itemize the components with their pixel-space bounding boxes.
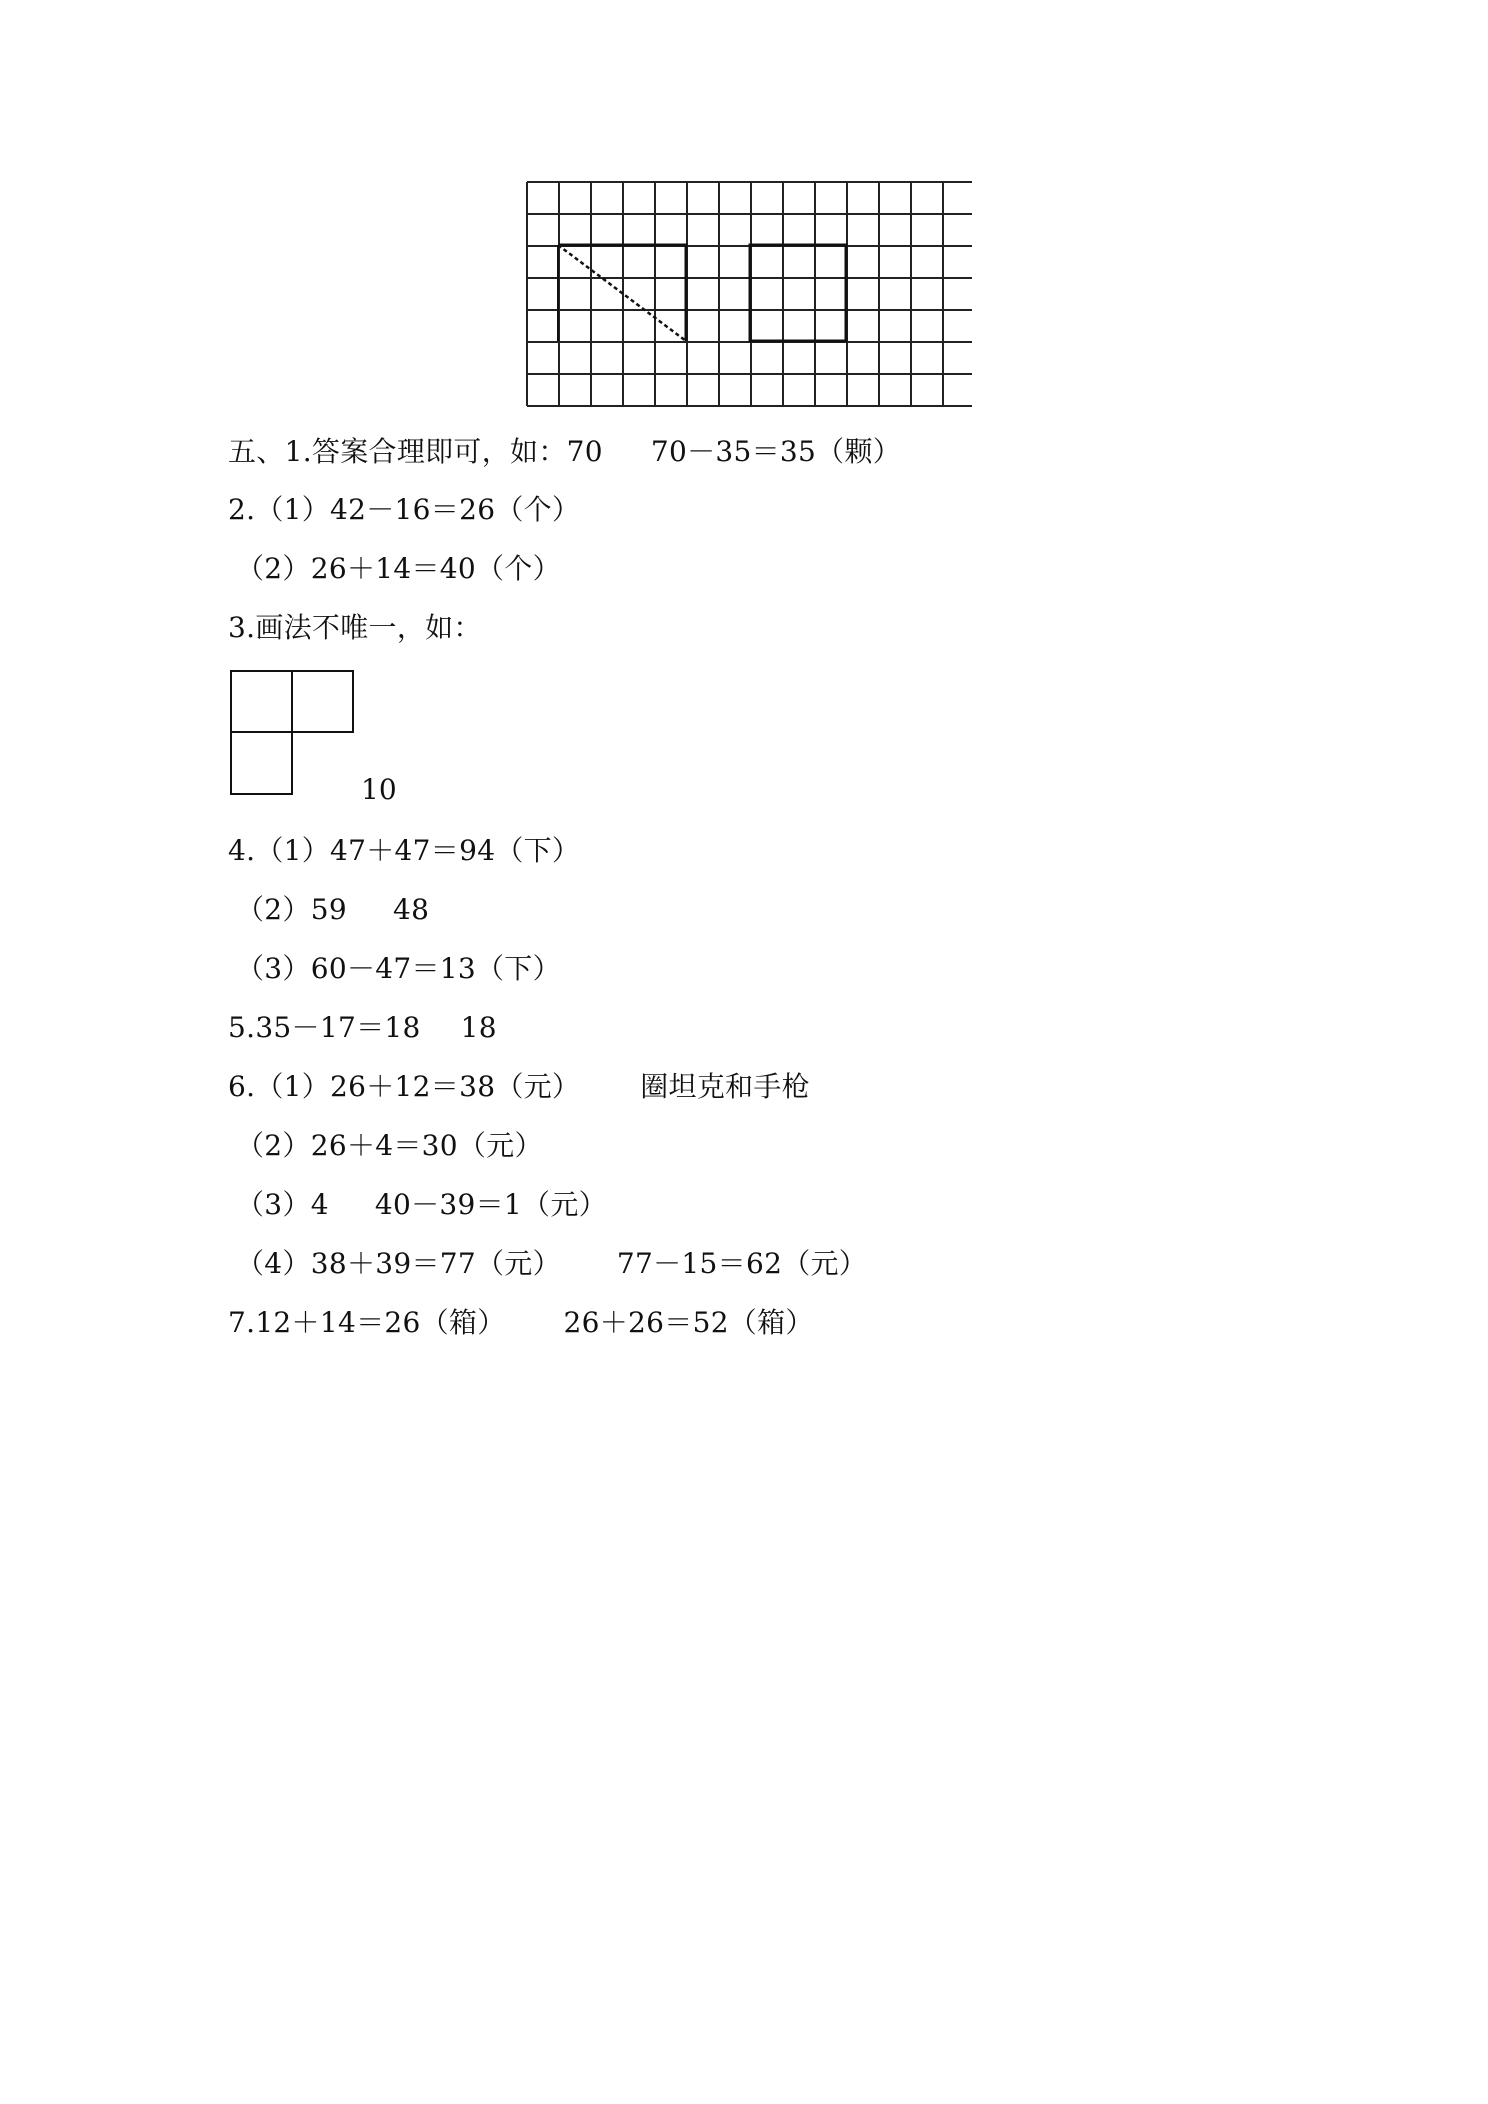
answer-q7 xyxy=(228,1305,814,1341)
l-shape-figure xyxy=(230,670,358,800)
answer-q4-1: 4.（1）47＋47＝94（下） xyxy=(228,834,581,867)
answer-q6-3 xyxy=(236,1187,607,1223)
answer-q6-1-b: 圈坦克和手枪 xyxy=(640,1070,811,1103)
answer-q6-1-a: 6.（1）26＋12＝38（元） xyxy=(228,1070,581,1103)
answer-q4-2 xyxy=(236,892,429,928)
answer-q7-a: 7.12＋14＝26（箱） xyxy=(228,1306,506,1339)
answer-q6-4-b: 77－15＝62（元） xyxy=(616,1247,868,1280)
answer-q6-2: （2）26＋4＝30（元） xyxy=(236,1129,543,1162)
answer-q4-3: （3）60－47＝13（下） xyxy=(236,952,561,985)
answer-q7-b: 26＋26＝52（箱） xyxy=(563,1306,814,1339)
answer-q4-2-b: 48 xyxy=(392,893,430,926)
answer-q6-1 xyxy=(228,1069,810,1105)
answer-q3-value: 10 xyxy=(361,773,397,806)
rectangle-shape xyxy=(750,245,846,341)
answer-q6-4-a: （4）38＋39＝77（元） xyxy=(236,1247,561,1280)
answer-q2-2: （2）26＋14＝40（个） xyxy=(236,552,561,585)
answer-q5-a: 5.35－17＝18 xyxy=(228,1011,421,1044)
answer-q3: 3.画法不唯一，如： xyxy=(228,611,482,644)
answer-q6-3-b: 40－39＝1（元） xyxy=(374,1188,607,1221)
grid-figure xyxy=(526,181,972,407)
answer-q4-2-a: （2）59 xyxy=(236,893,347,926)
answer-q1-label: 五、1.答案合理即可，如：70 xyxy=(228,435,603,468)
answer-q5 xyxy=(228,1010,497,1046)
answer-q6-3-a: （3）4 xyxy=(236,1188,329,1221)
answer-q1-calc: 70－35＝35（颗） xyxy=(650,435,902,468)
answer-q1 xyxy=(228,434,901,470)
answer-q6-4 xyxy=(236,1246,867,1282)
answer-q2-1: 2.（1）42－16＝26（个） xyxy=(228,493,581,526)
answer-q5-b: 18 xyxy=(460,1011,497,1044)
